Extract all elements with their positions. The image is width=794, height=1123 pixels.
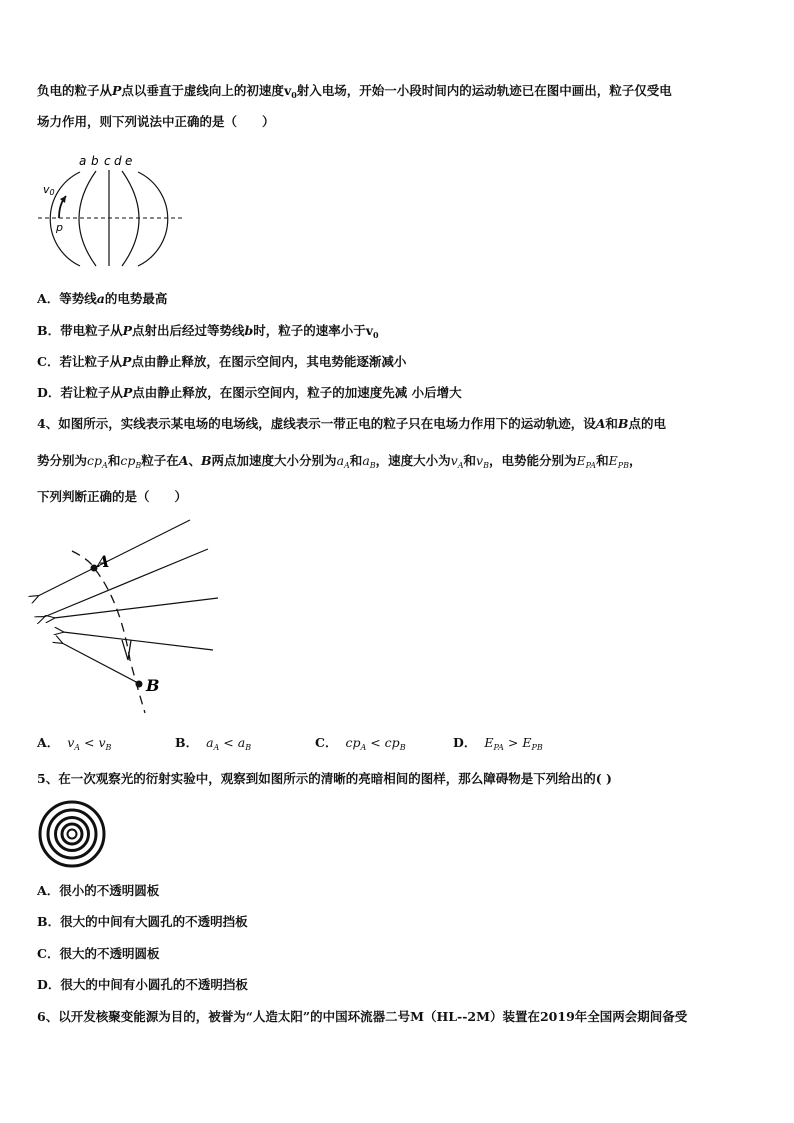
q3-stem-line1: 负电的粒子从P点以垂直于虚线向上的初速度$v_0$射入电场，开始一小段时间内的运动轨迹已在图中画出，粒子仅受电 (37, 83, 672, 100)
q3-stem-line2: 场力作用，则下列说法中正确的是（ ） (37, 114, 275, 129)
ring-3 (56, 818, 89, 851)
q4-option-a[interactable]: A． $v_A < v_B$ (37, 735, 112, 752)
label-p: p (56, 221, 63, 234)
label-v0: v0 (43, 183, 55, 197)
q4-option-d[interactable]: D． $E_{PA} > E_{PB}$ (453, 735, 543, 752)
q4-stem-line2: 势分别为$cp_A$和$cp_B$粒子在A、B两点加速度大小分别为$a_A$和$a_B$，速度大小为$v_A$和$v_B$，电势能分别为$E_{PA}$和$E_{PB}$， (37, 453, 642, 470)
q5-option-a[interactable]: A．很小的不透明圆板 (37, 883, 160, 898)
q4-stem-line3: 下列判断正确的是（ ） (37, 489, 188, 504)
label-point-a: A (97, 552, 110, 571)
q5-option-b[interactable]: B．很大的中间有大圆孔的不透明挡板 (37, 914, 248, 929)
q3-option-d[interactable]: D．若让粒子从P点由静止释放，在图示空间内，粒子的加速度先减 小后增大 (37, 385, 462, 400)
ring-4 (62, 824, 82, 844)
var-p: P (112, 83, 122, 98)
q5-option-c[interactable]: C．很大的不透明圆板 (37, 946, 160, 961)
q5-option-d[interactable]: D．很大的中间有小圆孔的不透明挡板 (37, 977, 248, 992)
label-point-b: B (146, 676, 160, 695)
label-e: e (125, 154, 133, 168)
q5-stem: 5、在一次观察光的衍射实验中，观察到如图所示的清晰的亮暗相间的图样，那么障碍物是下列给出的( ) (37, 771, 612, 786)
ring-1 (40, 802, 104, 866)
q3-option-c[interactable]: C．若让粒子从P点由静止释放，在图示空间内，其电势能逐渐减小 (37, 354, 407, 369)
q3-option-a[interactable]: A．等势线a的电势最高 (37, 291, 168, 306)
q4-option-c[interactable]: C． $cp_A < cp_B$ (315, 735, 406, 752)
q3-option-b[interactable]: B．带电粒子从P点射出后经过等势线b时，粒子的速率小于$v_0$ (37, 323, 379, 340)
q6-stem: 6、以开发核聚变能源为目的，被誉为“人造太阳”的中国环流器二号M（HL--2M）装置在2019年全国两会期间备受 (37, 1009, 688, 1024)
v0-symbol: $v_0$ (283, 83, 297, 100)
ring-5 (68, 830, 77, 839)
label-c: c (104, 154, 111, 168)
label-d: d (114, 154, 122, 168)
q4-stem-line1: 4、如图所示，实线表示某电场的电场线，虚线表示一带正电的粒子只在电场力作用下的运动轨迹，设A和B点的电 (37, 416, 667, 431)
label-a: a (79, 154, 87, 168)
q4-option-b[interactable]: B． $a_A < a_B$ (175, 735, 252, 752)
label-b: b (91, 154, 99, 168)
